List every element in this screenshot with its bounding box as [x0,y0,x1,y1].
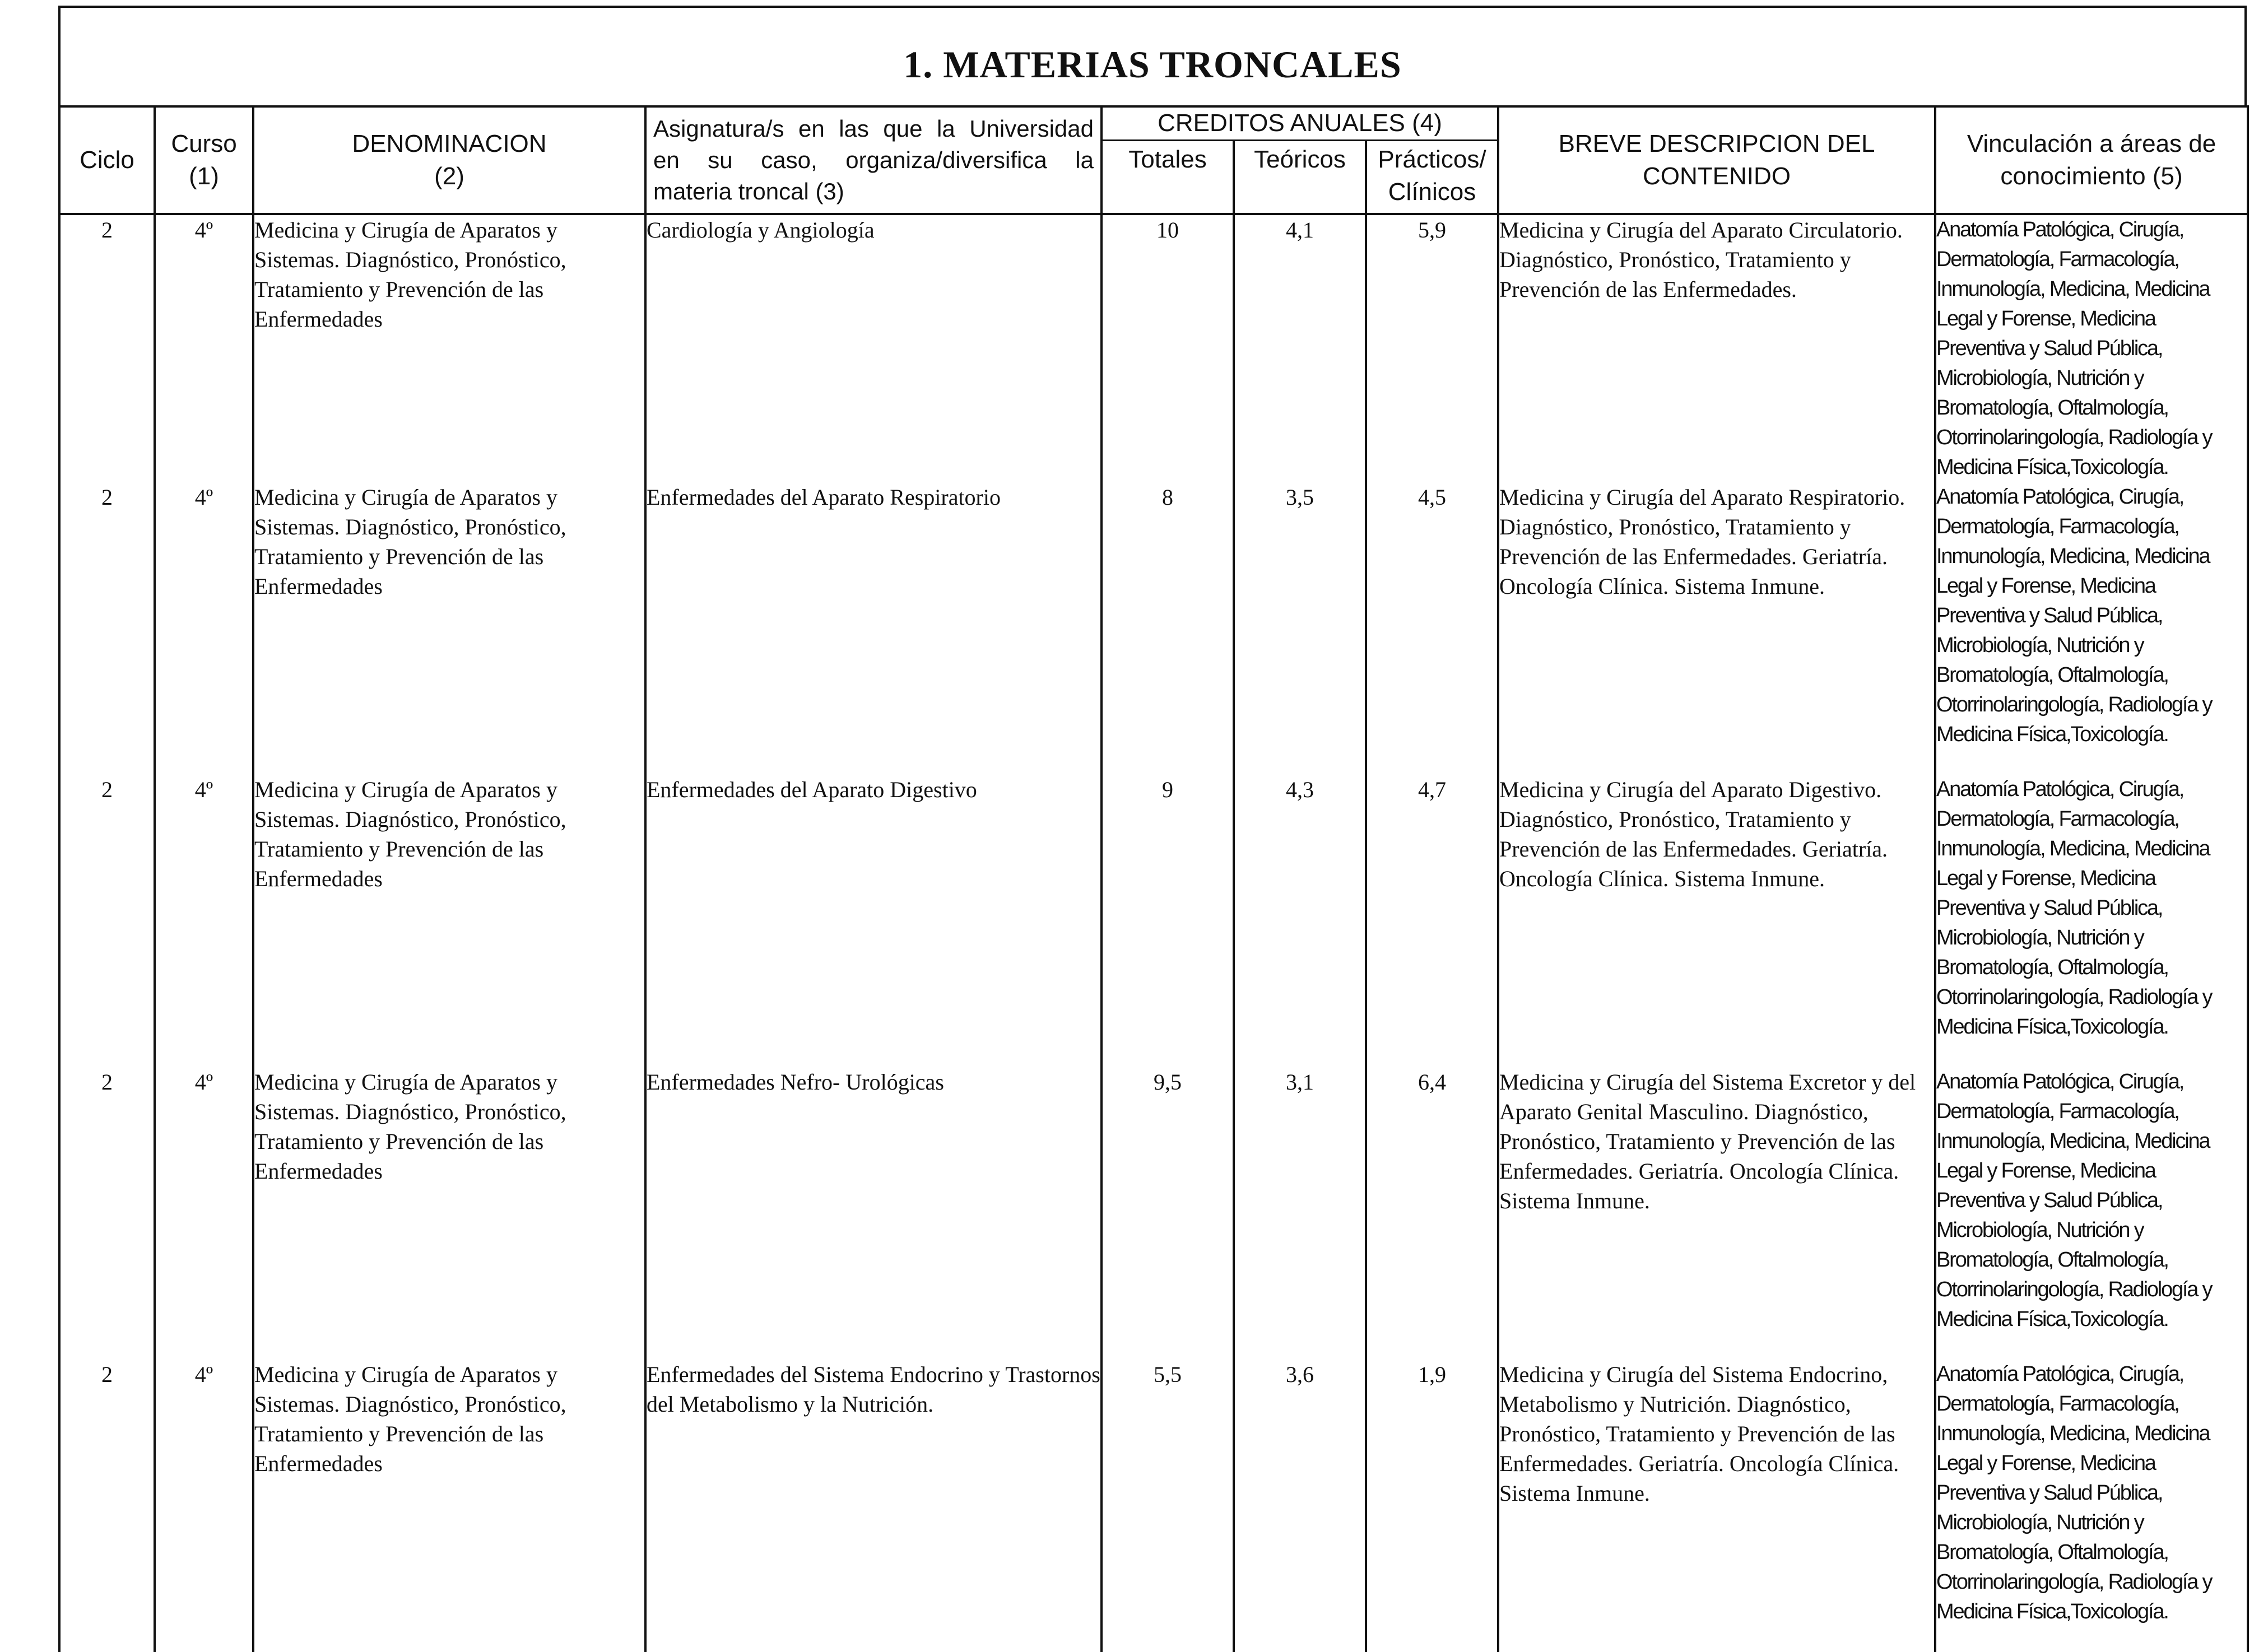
cell-curso: 4º [155,775,253,1067]
cell-curso: 4º [155,1360,253,1652]
cell-denominacion: Medicina y Cirugía de Aparatos y Sistemas. Diagnóstico, Pronóstico, Tratamiento y Prevención de las Enfermedades [253,1067,645,1360]
cell-totales: 5,5 [1102,1360,1234,1652]
cell-asignatura: Enfermedades Nefro- Urológicas [645,1067,1102,1360]
page-title: 1. MATERIAS TRONCALES [903,43,1402,86]
cell-teoricos: 4,1 [1234,214,1366,482]
cell-denominacion: Medicina y Cirugía de Aparatos y Sistemas. Diagnóstico, Pronóstico, Tratamiento y Prevención de las Enfermedades [253,214,645,482]
cell-totales: 8 [1102,482,1234,775]
header-ciclo: Ciclo [59,106,155,214]
cell-asignatura: Cardiología y Angiología [645,214,1102,482]
cell-ciclo: 2 [59,1360,155,1652]
materias-table [58,105,2249,1652]
cell-practicos: 1,9 [1366,1360,1498,1652]
header-curso: Curso (1) [155,106,253,214]
cell-teoricos: 3,1 [1234,1067,1366,1360]
cell-totales: 9,5 [1102,1067,1234,1360]
title-box [58,6,2247,105]
cell-practicos: 6,4 [1366,1067,1498,1360]
cell-teoricos: 3,6 [1234,1360,1366,1652]
cell-denominacion: Medicina y Cirugía de Aparatos y Sistemas. Diagnóstico, Pronóstico, Tratamiento y Prevención de las Enfermedades [253,1360,645,1652]
header-descripcion: BREVE DESCRIPCION DEL CONTENIDO [1498,106,1935,214]
cell-curso: 4º [155,482,253,775]
table-body [59,214,2248,1652]
cell-totales: 10 [1102,214,1234,482]
cell-areas: Anatomía Patológica, Cirugía, Dermatología, Farmacología, Inmunología, Medicina, Medicina Legal y Forense, Medicina Preventiva y Salud Pública, Microbiología, Nutrición y Bromatología, Oftalmología, Otorrinolaringología, Radiología y Medicina Física,Toxicología. [1935,1067,2248,1360]
cell-totales: 9 [1102,775,1234,1067]
cell-descripcion: Medicina y Cirugía del Sistema Endocrino, Metabolismo y Nutrición. Diagnóstico, Pronóstico, Tratamiento y Prevención de las Enfermedades. Geriatría. Oncología Clínica. Sistema Inmune. [1498,1360,1935,1652]
table-header [59,106,2248,214]
cell-ciclo: 2 [59,482,155,775]
header-practicos: Prácticos/ Clínicos [1366,140,1498,214]
header-totales: Totales [1102,140,1234,214]
header-teoricos: Teóricos [1234,140,1366,214]
cell-practicos: 5,9 [1366,214,1498,482]
cell-ciclo: 2 [59,1067,155,1360]
table-row [59,775,2248,1067]
table-row [59,1360,2248,1652]
table-row [59,1067,2248,1360]
cell-curso: 4º [155,1067,253,1360]
cell-curso: 4º [155,214,253,482]
cell-practicos: 4,7 [1366,775,1498,1067]
cell-asignatura: Enfermedades del Aparato Digestivo [645,775,1102,1067]
header-asignatura: Asignatura/s en las que la Universidad en su caso, organiza/diversifica la materia troncal (3) [645,106,1102,214]
cell-ciclo: 2 [59,214,155,482]
table-row [59,482,2248,775]
cell-teoricos: 3,5 [1234,482,1366,775]
header-creditos-anuales: CREDITOS ANUALES (4) [1102,106,1498,140]
cell-denominacion: Medicina y Cirugía de Aparatos y Sistemas. Diagnóstico, Pronóstico, Tratamiento y Prevención de las Enfermedades [253,482,645,775]
table-row [59,214,2248,482]
cell-practicos: 4,5 [1366,482,1498,775]
header-vinculacion: Vinculación a áreas de conocimiento (5) [1935,106,2248,214]
cell-areas: Anatomía Patológica, Cirugía, Dermatología, Farmacología, Inmunología, Medicina, Medicina Legal y Forense, Medicina Preventiva y Salud Pública, Microbiología, Nutrición y Bromatología, Oftalmología, Otorrinolaringología, Radiología y Medicina Física,Toxicología. [1935,1360,2248,1652]
cell-ciclo: 2 [59,775,155,1067]
cell-teoricos: 4,3 [1234,775,1366,1067]
cell-areas: Anatomía Patológica, Cirugía, Dermatología, Farmacología, Inmunología, Medicina, Medicina Legal y Forense, Medicina Preventiva y Salud Pública, Microbiología, Nutrición y Bromatología, Oftalmología, Otorrinolaringología, Radiología y Medicina Física,Toxicología. [1935,775,2248,1067]
document-page [58,6,2247,1647]
cell-descripcion: Medicina y Cirugía del Sistema Excretor y del Aparato Genital Masculino. Diagnóstico, Pronóstico, Tratamiento y Prevención de las Enfermedades. Geriatría. Oncología Clínica. Sistema Inmune. [1498,1067,1935,1360]
cell-areas: Anatomía Patológica, Cirugía, Dermatología, Farmacología, Inmunología, Medicina, Medicina Legal y Forense, Medicina Preventiva y Salud Pública, Microbiología, Nutrición y Bromatología, Oftalmología, Otorrinolaringología, Radiología y Medicina Física,Toxicología. [1935,214,2248,482]
cell-descripcion: Medicina y Cirugía del Aparato Circulatorio. Diagnóstico, Pronóstico, Tratamiento y Prevención de las Enfermedades. [1498,214,1935,482]
cell-descripcion: Medicina y Cirugía del Aparato Digestivo. Diagnóstico, Pronóstico, Tratamiento y Prevención de las Enfermedades. Geriatría. Oncología Clínica. Sistema Inmune. [1498,775,1935,1067]
cell-asignatura: Enfermedades del Sistema Endocrino y Trastornos del Metabolismo y la Nutrición. [645,1360,1102,1652]
cell-areas: Anatomía Patológica, Cirugía, Dermatología, Farmacología, Inmunología, Medicina, Medicina Legal y Forense, Medicina Preventiva y Salud Pública, Microbiología, Nutrición y Bromatología, Oftalmología, Otorrinolaringología, Radiología y Medicina Física,Toxicología. [1935,482,2248,775]
cell-asignatura: Enfermedades del Aparato Respiratorio [645,482,1102,775]
cell-descripcion: Medicina y Cirugía del Aparato Respiratorio. Diagnóstico, Pronóstico, Tratamiento y Prevención de las Enfermedades. Geriatría. Oncología Clínica. Sistema Inmune. [1498,482,1935,775]
header-denominacion: DENOMINACION (2) [253,106,645,214]
cell-denominacion: Medicina y Cirugía de Aparatos y Sistemas. Diagnóstico, Pronóstico, Tratamiento y Prevención de las Enfermedades [253,775,645,1067]
